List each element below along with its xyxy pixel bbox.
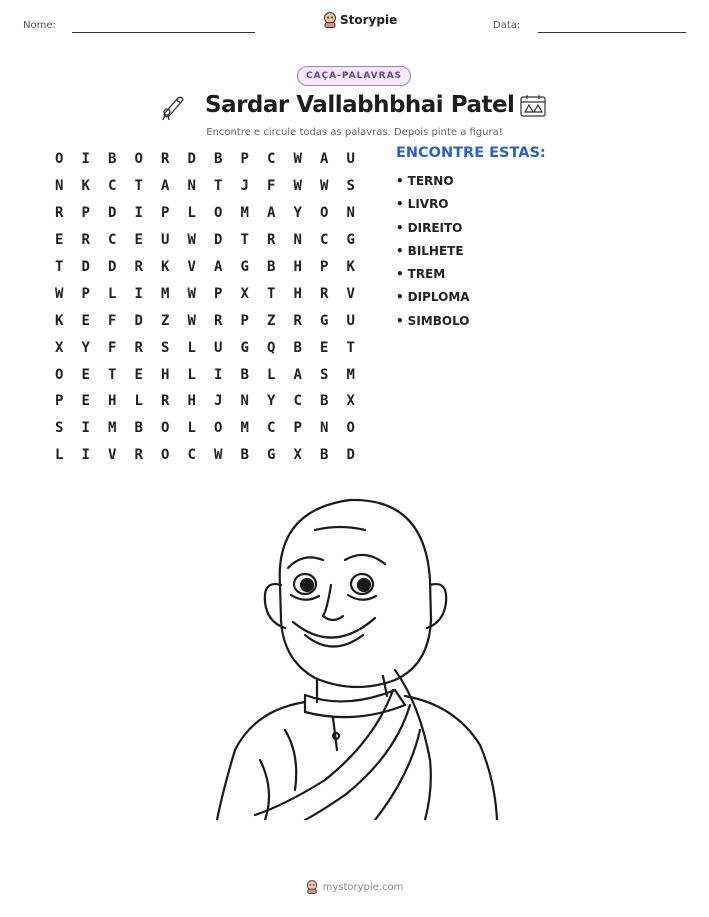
grid-letter[interactable]: X bbox=[240, 285, 249, 302]
grid-letter[interactable]: K bbox=[161, 259, 170, 275]
word-text: TERNO bbox=[407, 174, 454, 188]
grid-letter[interactable]: W bbox=[214, 447, 223, 464]
grid-letter[interactable]: U bbox=[346, 312, 355, 329]
grid-letter[interactable]: B bbox=[267, 259, 276, 275]
grid-letter[interactable]: F bbox=[108, 339, 117, 356]
grid-letter[interactable]: I bbox=[214, 366, 223, 383]
grid-letter[interactable]: W bbox=[55, 285, 64, 302]
grid-letter[interactable]: R bbox=[55, 205, 64, 222]
grid-letter[interactable]: I bbox=[81, 447, 90, 464]
word-text: DIREITO bbox=[407, 220, 463, 235]
grid-letter[interactable]: E bbox=[81, 312, 90, 329]
grid-letter[interactable]: O bbox=[134, 151, 143, 168]
grid-letter[interactable]: G bbox=[346, 232, 355, 249]
grid-letter[interactable]: W bbox=[187, 285, 196, 302]
word-item bbox=[396, 193, 546, 216]
footer bbox=[0, 880, 709, 894]
grid-letter[interactable]: S bbox=[320, 366, 329, 383]
grid-letter[interactable]: R bbox=[214, 312, 223, 329]
word-text: TREM bbox=[407, 267, 446, 282]
grid-letter[interactable]: W bbox=[293, 151, 302, 168]
grid-letter[interactable]: C bbox=[108, 178, 117, 195]
grid-row bbox=[46, 280, 364, 307]
grid-letter[interactable]: F bbox=[108, 312, 117, 329]
grid-letter[interactable]: M bbox=[161, 285, 170, 302]
grid-letter[interactable]: S bbox=[161, 339, 170, 356]
word-item bbox=[396, 310, 546, 333]
grid-letter[interactable]: U bbox=[214, 339, 223, 356]
grid-letter[interactable]: J bbox=[240, 178, 249, 195]
grid-letter[interactable]: U bbox=[161, 232, 170, 249]
grid-letter[interactable]: K bbox=[346, 259, 355, 275]
grid-row bbox=[46, 307, 364, 334]
grid-letter[interactable]: E bbox=[320, 339, 329, 356]
grid-letter[interactable]: H bbox=[161, 366, 170, 383]
grid-letter[interactable]: F bbox=[267, 178, 276, 195]
grid-letter[interactable]: L bbox=[187, 339, 196, 356]
grid-letter[interactable]: P bbox=[81, 285, 90, 302]
grid-letter[interactable]: N bbox=[187, 178, 196, 195]
grid-letter[interactable]: E bbox=[134, 232, 143, 249]
grid-letter[interactable]: E bbox=[55, 232, 64, 249]
grid-letter[interactable]: K bbox=[81, 178, 90, 195]
grid-letter[interactable]: T bbox=[108, 366, 117, 383]
grid-letter[interactable]: I bbox=[81, 420, 90, 437]
grid-letter[interactable]: G bbox=[320, 312, 329, 329]
storypie-mascot-icon bbox=[306, 880, 318, 894]
bullet: • bbox=[396, 174, 404, 188]
grid-letter[interactable]: L bbox=[187, 420, 196, 437]
grid-letter[interactable]: L bbox=[55, 447, 64, 464]
grid-row bbox=[46, 361, 364, 388]
grid-letter[interactable]: E bbox=[81, 393, 90, 410]
word-text: DIPLOMA bbox=[407, 290, 470, 305]
grid-row bbox=[46, 334, 364, 361]
grid-letter[interactable]: L bbox=[134, 393, 143, 410]
grid-letter[interactable]: R bbox=[267, 232, 276, 249]
grid-letter[interactable]: B bbox=[134, 420, 143, 437]
patel-portrait-illustration bbox=[205, 490, 505, 820]
word-search-grid bbox=[46, 146, 364, 469]
grid-letter[interactable]: G bbox=[240, 259, 249, 275]
grid-letter[interactable]: D bbox=[187, 151, 196, 168]
grid-letter[interactable]: A bbox=[267, 205, 276, 222]
grid-letter[interactable]: D bbox=[108, 259, 117, 275]
word-list bbox=[396, 170, 546, 333]
grid-letter[interactable]: D bbox=[346, 447, 355, 464]
instructions: Encontre e circule todas as palavras. Depois pinte a figura! bbox=[206, 127, 503, 138]
grid-letter[interactable]: H bbox=[293, 285, 302, 302]
bullet: • bbox=[396, 313, 404, 328]
word-item bbox=[396, 286, 546, 309]
grid-letter[interactable]: T bbox=[55, 259, 64, 275]
word-list-title: ENCONTRE ESTAS: bbox=[396, 145, 546, 161]
grid-letter[interactable]: J bbox=[214, 393, 223, 410]
bullet: • bbox=[396, 220, 404, 235]
grid-letter[interactable]: L bbox=[187, 205, 196, 222]
grid-letter[interactable]: Y bbox=[267, 393, 276, 410]
word-item bbox=[396, 240, 546, 263]
grid-letter[interactable]: G bbox=[240, 339, 249, 356]
grid-letter[interactable]: X bbox=[346, 393, 355, 410]
grid-letter[interactable]: R bbox=[134, 339, 143, 356]
grid-letter[interactable]: R bbox=[293, 312, 302, 329]
grid-letter[interactable]: D bbox=[81, 259, 90, 275]
grid-letter[interactable]: C bbox=[267, 420, 276, 437]
grid-letter[interactable]: N bbox=[320, 420, 329, 437]
brand-name: Storypie bbox=[340, 13, 398, 27]
grid-letter[interactable]: O bbox=[161, 447, 170, 464]
grid-letter[interactable]: T bbox=[134, 178, 143, 195]
word-text: LIVRO bbox=[407, 197, 449, 212]
grid-row bbox=[46, 173, 364, 200]
grid-letter[interactable]: C bbox=[267, 151, 276, 168]
grid-letter[interactable]: D bbox=[108, 205, 117, 222]
grid-letter[interactable]: I bbox=[81, 151, 90, 168]
grid-letter[interactable]: N bbox=[55, 178, 64, 195]
word-list-panel bbox=[396, 145, 546, 333]
grid-letter[interactable]: M bbox=[346, 366, 355, 383]
bullet: • bbox=[396, 243, 404, 258]
grid-letter[interactable]: D bbox=[214, 232, 223, 249]
grid-row bbox=[46, 200, 364, 227]
grid-letter[interactable]: N bbox=[293, 232, 302, 249]
grid-letter[interactable]: R bbox=[81, 232, 90, 249]
name-field-line bbox=[72, 32, 255, 33]
grid-letter[interactable]: O bbox=[214, 420, 223, 437]
grid-letter[interactable]: P bbox=[320, 259, 329, 275]
grid-letter[interactable]: X bbox=[55, 339, 64, 356]
grid-letter[interactable]: P bbox=[81, 205, 90, 222]
word-item bbox=[396, 263, 546, 286]
grid-letter[interactable]: S bbox=[55, 420, 64, 437]
grid-letter[interactable]: Y bbox=[293, 205, 302, 222]
grid-letter[interactable]: A bbox=[293, 366, 302, 383]
grid-letter[interactable]: B bbox=[214, 151, 223, 168]
grid-letter[interactable]: B bbox=[320, 447, 329, 464]
grid-letter[interactable]: O bbox=[346, 420, 355, 437]
grid-letter[interactable]: O bbox=[55, 366, 64, 383]
bullet: • bbox=[396, 290, 404, 305]
grid-letter[interactable]: W bbox=[320, 178, 329, 195]
activity-badge: CAÇA-PALAVRAS bbox=[297, 66, 411, 86]
grid-letter[interactable]: P bbox=[55, 393, 64, 410]
date-label: Data: bbox=[493, 20, 521, 31]
grid-letter[interactable]: R bbox=[134, 259, 143, 275]
grid-letter[interactable]: M bbox=[240, 205, 249, 222]
grid-letter[interactable]: R bbox=[161, 393, 170, 410]
grid-letter[interactable]: B bbox=[293, 339, 302, 356]
grid-letter[interactable]: K bbox=[55, 312, 64, 329]
grid-letter[interactable]: A bbox=[161, 178, 170, 195]
grid-letter[interactable]: I bbox=[134, 285, 143, 302]
grid-letter[interactable]: L bbox=[187, 366, 196, 383]
grid-letter[interactable]: B bbox=[108, 151, 117, 168]
grid-letter[interactable]: W bbox=[187, 232, 196, 249]
grid-letter[interactable]: H bbox=[108, 393, 117, 410]
word-text: SIMBOLO bbox=[407, 313, 470, 328]
name-label: Nome: bbox=[23, 20, 56, 31]
grid-letter[interactable]: V bbox=[108, 447, 117, 464]
grid-letter[interactable]: M bbox=[108, 420, 117, 437]
grid-letter[interactable]: O bbox=[320, 205, 329, 222]
grid-letter[interactable]: O bbox=[161, 420, 170, 437]
calendar-icon bbox=[519, 94, 547, 118]
grid-letter[interactable]: L bbox=[267, 366, 276, 383]
storypie-mascot-icon bbox=[323, 12, 337, 28]
grid-letter[interactable]: T bbox=[346, 339, 355, 356]
grid-letter[interactable]: S bbox=[346, 178, 355, 195]
diploma-scroll-icon bbox=[158, 92, 188, 122]
grid-letter[interactable]: L bbox=[108, 285, 117, 302]
title-row bbox=[0, 90, 709, 126]
word-text: BILHETE bbox=[407, 243, 464, 258]
grid-letter[interactable]: P bbox=[161, 205, 170, 222]
bullet: • bbox=[396, 197, 404, 212]
grid-row bbox=[46, 146, 364, 173]
grid-row bbox=[46, 227, 364, 254]
grid-letter[interactable]: G bbox=[267, 447, 276, 464]
grid-letter[interactable]: E bbox=[134, 366, 143, 383]
grid-letter[interactable]: Z bbox=[161, 312, 170, 329]
grid-letter[interactable]: R bbox=[320, 285, 329, 302]
grid-letter[interactable]: T bbox=[214, 178, 223, 195]
grid-letter[interactable]: V bbox=[187, 259, 196, 275]
grid-letter[interactable]: N bbox=[346, 205, 355, 222]
grid-letter[interactable]: W bbox=[293, 178, 302, 195]
grid-letter[interactable]: R bbox=[161, 151, 170, 168]
grid-letter[interactable]: C bbox=[320, 232, 329, 249]
brand-logo bbox=[323, 12, 397, 28]
page-title: Sardar Vallabhbhai Patel bbox=[205, 92, 515, 118]
grid-letter[interactable]: P bbox=[240, 312, 249, 329]
grid-letter[interactable]: C bbox=[293, 393, 302, 410]
bullet: • bbox=[396, 267, 404, 282]
grid-letter[interactable]: X bbox=[293, 447, 302, 464]
grid-letter[interactable]: O bbox=[55, 151, 64, 168]
grid-letter[interactable]: Z bbox=[267, 312, 276, 329]
date-field-line bbox=[538, 32, 686, 33]
grid-letter[interactable]: B bbox=[320, 393, 329, 410]
grid-letter[interactable]: M bbox=[240, 420, 249, 437]
grid-row bbox=[46, 388, 364, 415]
grid-row bbox=[46, 254, 364, 281]
word-item bbox=[396, 170, 546, 193]
grid-letter[interactable]: T bbox=[240, 232, 249, 249]
grid-letter[interactable]: P bbox=[214, 285, 223, 302]
grid-letter[interactable]: C bbox=[187, 447, 196, 464]
grid-letter[interactable]: U bbox=[346, 151, 355, 168]
grid-letter[interactable]: P bbox=[293, 420, 302, 437]
grid-letter[interactable]: O bbox=[214, 205, 223, 222]
grid-letter[interactable]: C bbox=[108, 232, 117, 249]
grid-letter[interactable]: V bbox=[346, 285, 355, 302]
grid-letter[interactable]: D bbox=[134, 312, 143, 329]
footer-site[interactable]: mystorypie.com bbox=[322, 881, 404, 893]
grid-letter[interactable]: N bbox=[240, 393, 249, 410]
grid-letter[interactable]: A bbox=[214, 259, 223, 275]
grid-letter[interactable]: Q bbox=[267, 339, 276, 356]
grid-letter[interactable]: E bbox=[81, 366, 90, 383]
grid-letter[interactable]: A bbox=[320, 151, 329, 168]
grid-row bbox=[46, 442, 364, 469]
grid-letter[interactable]: P bbox=[240, 151, 249, 168]
grid-letter[interactable]: B bbox=[240, 366, 249, 383]
grid-letter[interactable]: R bbox=[134, 447, 143, 464]
grid-letter[interactable]: W bbox=[187, 312, 196, 329]
grid-letter[interactable]: T bbox=[267, 285, 276, 302]
grid-row bbox=[46, 415, 364, 442]
grid-letter[interactable]: B bbox=[240, 447, 249, 464]
grid-letter[interactable]: H bbox=[187, 393, 196, 410]
grid-letter[interactable]: H bbox=[293, 259, 302, 275]
grid-letter[interactable]: Y bbox=[81, 339, 90, 356]
word-item bbox=[396, 217, 546, 240]
grid-letter[interactable]: I bbox=[134, 205, 143, 222]
